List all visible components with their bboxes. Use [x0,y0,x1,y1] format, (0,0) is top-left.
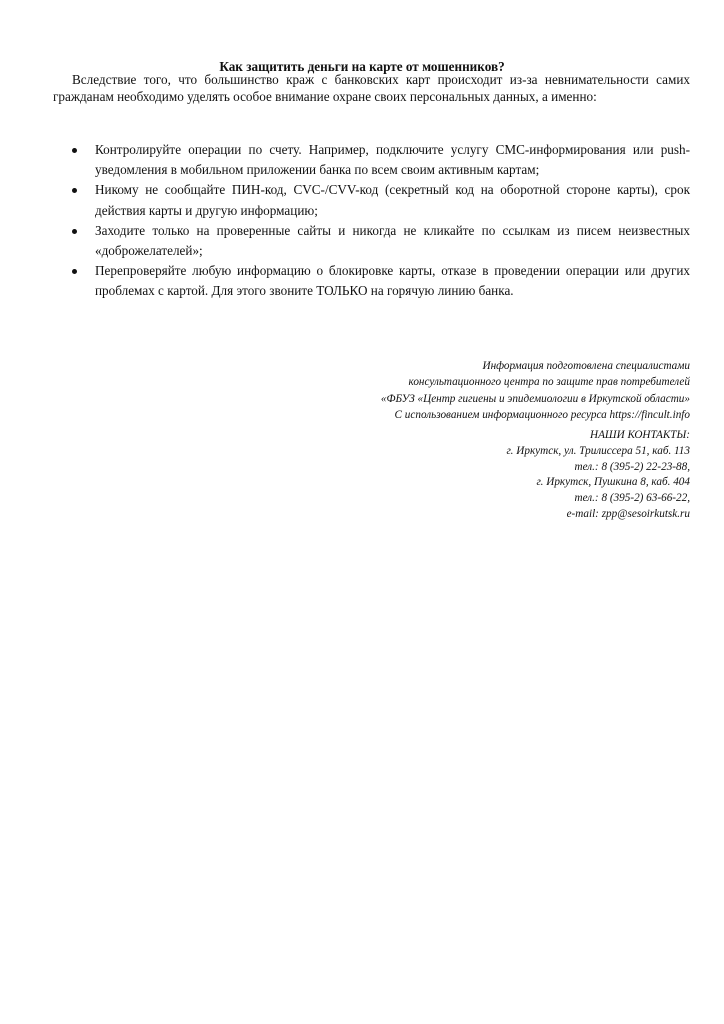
list-item [53,221,690,261]
contacts-heading: НАШИ КОНТАКТЫ: [589,429,690,441]
credits-line: Информация подготовлена специалистами [482,360,690,372]
contact-address-1: г. Иркутск, ул. Трилиссера 51, каб. 113 [506,444,690,457]
contact-email: e-mail: zpp@sesoirkutsk.ru [566,507,690,520]
bullet-icon [72,188,77,193]
list-item [53,180,690,220]
advice-list [53,140,690,302]
list-item-text: Заходите только на проверенные сайты и никогда не кликайте по ссылкам из писем неизвестных «доброжелателей»; [95,222,690,259]
contact-phone-1: тел.: 8 (395-2) 22-23-88, [574,460,690,473]
list-item-text: Перепроверяйте любую информацию о блокировке карты, отказе в проведении операции или других проблемах с картой. Для этого звоните ТОЛЬКО на горячую линию банка. [95,263,690,299]
contact-phone-2: тел.: 8 (395-2) 63-66-22, [574,492,690,505]
intro-paragraph: Вследствие того, что большинство краж с банковских карт происходит из-за невнимательности самих гражданам необходимо уделять особое внимание охране своих персональных данных, а именно: [53,72,690,104]
credits-line: «ФБУЗ «Центр гигиены и эпидемиологии в Иркутской области» [380,392,690,405]
list-item [53,261,690,301]
bullet-icon [72,269,77,274]
list-item [53,140,690,180]
credits-block [270,358,690,423]
bullet-icon [72,148,77,153]
list-item-text: Никому не сообщайте ПИН-код, CVC-/CVV-код (секретный код на оборотной стороне карты), срок действия карты и другую информацию; [95,182,690,218]
contacts-block [270,428,690,523]
credits-source-line: С использованием информационного ресурса https://fincult.info [394,408,690,421]
bullet-icon [72,229,77,234]
contact-address-2: г. Иркутск, Пушкина 8, каб. 404 [536,476,690,489]
document-title: Как защитить деньги на карте от мошенников? [219,59,505,74]
list-item-text: Контролируйте операции по счету. Например, подключите услугу СМС-информирования или push-уведомления в мобильном приложении банка по всем своим активным картам; [95,142,690,178]
credits-line: консультационного центра по защите прав потребителей [408,376,690,389]
